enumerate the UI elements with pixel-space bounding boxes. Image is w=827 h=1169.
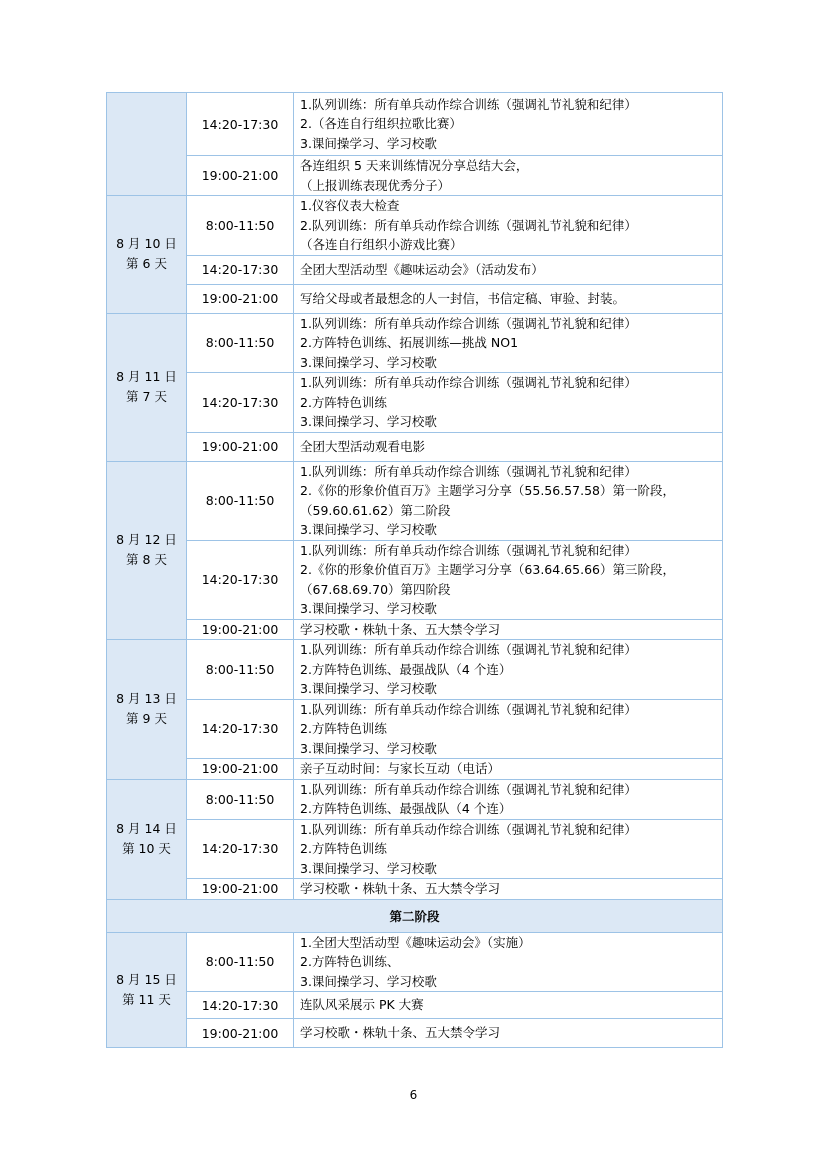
activity-line: 各连组织 5 天来训练情况分享总结大会， [300, 158, 529, 173]
table-row [107, 156, 723, 196]
activity-line: 2.方阵特色训练、拓展训练—挑战 NO1 [300, 335, 519, 350]
day-label: 第 9 天 [126, 711, 167, 727]
activity-line: 1.队列训练：所有单兵动作综合训练（强调礼节礼貌和纪律） [300, 96, 637, 112]
date-cell-continued [107, 93, 187, 196]
activity-cell [294, 779, 723, 819]
activity-line: 1.队列训练：所有单兵动作综合训练（强调礼节礼貌和纪律） [300, 463, 637, 479]
activity-line: （67.68.69.70）第四阶段 [300, 581, 451, 597]
date-label: 8 月 15 日 [116, 971, 177, 987]
activity-cell [294, 432, 723, 461]
day-label: 第 11 天 [122, 991, 171, 1007]
activity-line: 3.课间操学习、学习校歌 [300, 414, 437, 429]
date-cell [107, 196, 187, 314]
time-cell: 8:00-11:50 [187, 461, 294, 540]
table-row [107, 619, 723, 640]
date-cell [107, 313, 187, 461]
activity-line: 1.仪容仪表大检查 [300, 198, 400, 213]
activity-line: 1.队列训练：所有单兵动作综合训练（强调礼节礼貌和纪律） [300, 542, 637, 558]
activity-line: 3.课间操学习、学习校歌 [300, 522, 437, 537]
activity-line: 写给父母或者最想念的人一封信，书信定稿、审验、封装。 [300, 290, 626, 306]
activity-line: （各连自行组织小游戏比赛） [300, 237, 463, 252]
activity-line: 2.《你的形象价值百万》主题学习分享（55.56.57.58）第一阶段， [300, 483, 675, 498]
activity-line: 学习校歌・株轨十条、五大禁令学习 [300, 881, 501, 896]
activity-line: 2.队列训练：所有单兵动作综合训练（强调礼节礼貌和纪律） [300, 217, 637, 233]
activity-line: 3.课间操学习、学习校歌 [300, 740, 437, 756]
activity-line: 2.方阵特色训练 [300, 841, 387, 856]
activity-cell [294, 313, 723, 373]
activity-line: 学习校歌・株轨十条、五大禁令学习 [300, 1025, 501, 1041]
activity-line: 1.全团大型活动型《趣味运动会》（实施） [300, 934, 531, 950]
activity-line: （59.60.61.62）第二阶段 [300, 502, 451, 518]
time-cell: 14:20-17:30 [187, 540, 294, 619]
stage-title: 第二阶段 [107, 899, 723, 932]
time-cell: 14:20-17:30 [187, 373, 294, 433]
table-row [107, 313, 723, 373]
activity-line: 1.队列训练：所有单兵动作综合训练（强调礼节礼貌和纪律） [300, 315, 637, 331]
time-cell: 8:00-11:50 [187, 313, 294, 373]
time-cell: 14:20-17:30 [187, 699, 294, 759]
time-cell: 14:20-17:30 [187, 819, 294, 879]
activity-cell [294, 619, 723, 640]
time-cell: 19:00-21:00 [187, 1019, 294, 1048]
date-label: 8 月 13 日 [116, 691, 177, 707]
table-row [107, 819, 723, 879]
time-cell: 8:00-11:50 [187, 640, 294, 700]
table-row [107, 373, 723, 433]
activity-cell [294, 932, 723, 992]
activity-line: 3.课间操学习、学习校歌 [300, 601, 437, 616]
time-cell: 14:20-17:30 [187, 992, 294, 1019]
table-row [107, 759, 723, 780]
day-label: 第 7 天 [126, 389, 167, 404]
activity-line: 3.课间操学习、学习校歌 [300, 135, 437, 151]
time-cell: 19:00-21:00 [187, 879, 294, 900]
table-row [107, 1019, 723, 1048]
table-row [107, 992, 723, 1019]
activity-line: 1.队列训练：所有单兵动作综合训练（强调礼节礼貌和纪律） [300, 375, 637, 390]
activity-cell [294, 284, 723, 313]
stage-row [107, 899, 723, 932]
activity-line: 全团大型活动观看电影 [300, 438, 426, 454]
activity-cell [294, 819, 723, 879]
date-cell [107, 932, 187, 1048]
activity-cell [294, 759, 723, 780]
time-cell: 19:00-21:00 [187, 619, 294, 640]
activity-line: 连队风采展示 PK 大赛 [300, 997, 424, 1013]
date-cell [107, 779, 187, 899]
table-row [107, 93, 723, 156]
table-row [107, 432, 723, 461]
activity-line: 全团大型活动型《趣味运动会》（活动发布） [300, 261, 544, 277]
activity-line: 2.方阵特色训练、最强战队（4 个连） [300, 801, 512, 816]
date-label: 8 月 14 日 [116, 821, 177, 836]
activity-line: 学习校歌・株轨十条、五大禁令学习 [300, 621, 501, 637]
time-cell: 8:00-11:50 [187, 779, 294, 819]
activity-line: 3.课间操学习、学习校歌 [300, 860, 437, 876]
time-cell: 14:20-17:30 [187, 255, 294, 284]
activity-line: 2.（各连自行组织拉歌比赛） [300, 116, 462, 132]
activity-cell [294, 156, 723, 196]
activity-cell [294, 879, 723, 900]
activity-cell [294, 640, 723, 700]
activity-line: 3.课间操学习、学习校歌 [300, 973, 437, 989]
activity-line: 1.队列训练：所有单兵动作综合训练（强调礼节礼貌和纪律） [300, 821, 637, 837]
date-label: 8 月 10 日 [116, 236, 177, 252]
activity-line: 亲子互动时间：与家长互动（电话） [300, 761, 501, 776]
activity-line: （上报训练表现优秀分子） [300, 177, 451, 193]
date-cell [107, 640, 187, 780]
activity-line: 1.队列训练：所有单兵动作综合训练（强调礼节礼貌和纪律） [300, 781, 637, 797]
date-cell [107, 461, 187, 640]
page-number: 6 [409, 1088, 418, 1102]
table-row [107, 779, 723, 819]
date-label: 8 月 11 日 [116, 369, 177, 384]
day-label: 第 10 天 [122, 841, 171, 856]
time-cell: 19:00-21:00 [187, 759, 294, 780]
activity-line: 2.方阵特色训练 [300, 721, 387, 736]
time-cell: 8:00-11:50 [187, 196, 294, 256]
table-row [107, 932, 723, 992]
activity-cell [294, 540, 723, 619]
table-row [107, 196, 723, 256]
table-row [107, 699, 723, 759]
time-cell: 19:00-21:00 [187, 432, 294, 461]
day-label: 第 6 天 [126, 256, 167, 272]
activity-line: 2.方阵特色训练 [300, 394, 387, 410]
table-row [107, 879, 723, 900]
activity-cell [294, 461, 723, 540]
table-row [107, 461, 723, 540]
time-cell: 19:00-21:00 [187, 284, 294, 313]
activity-cell [294, 196, 723, 256]
table-row [107, 540, 723, 619]
activity-line: 1.队列训练：所有单兵动作综合训练（强调礼节礼貌和纪律） [300, 701, 637, 717]
table-row [107, 284, 723, 313]
activity-line: 1.队列训练：所有单兵动作综合训练（强调礼节礼貌和纪律） [300, 642, 637, 657]
activity-cell [294, 992, 723, 1019]
day-label: 第 8 天 [126, 552, 167, 568]
activity-line: 3.课间操学习、学习校歌 [300, 681, 437, 696]
activity-line: 3.课间操学习、学习校歌 [300, 354, 437, 370]
activity-line: 2.方阵特色训练、 [300, 954, 400, 969]
time-cell: 14:20-17:30 [187, 93, 294, 156]
activity-cell [294, 1019, 723, 1048]
activity-line: 2.方阵特色训练、最强战队（4 个连） [300, 661, 512, 677]
table-row [107, 255, 723, 284]
activity-cell [294, 93, 723, 156]
activity-line: 2.《你的形象价值百万》主题学习分享（63.64.65.66）第三阶段， [300, 562, 675, 577]
date-label: 8 月 12 日 [116, 532, 177, 548]
activity-cell [294, 373, 723, 433]
activity-cell [294, 699, 723, 759]
time-cell: 19:00-21:00 [187, 156, 294, 196]
time-cell: 8:00-11:50 [187, 932, 294, 992]
schedule-table [106, 92, 723, 1048]
table-row [107, 640, 723, 700]
activity-cell [294, 255, 723, 284]
